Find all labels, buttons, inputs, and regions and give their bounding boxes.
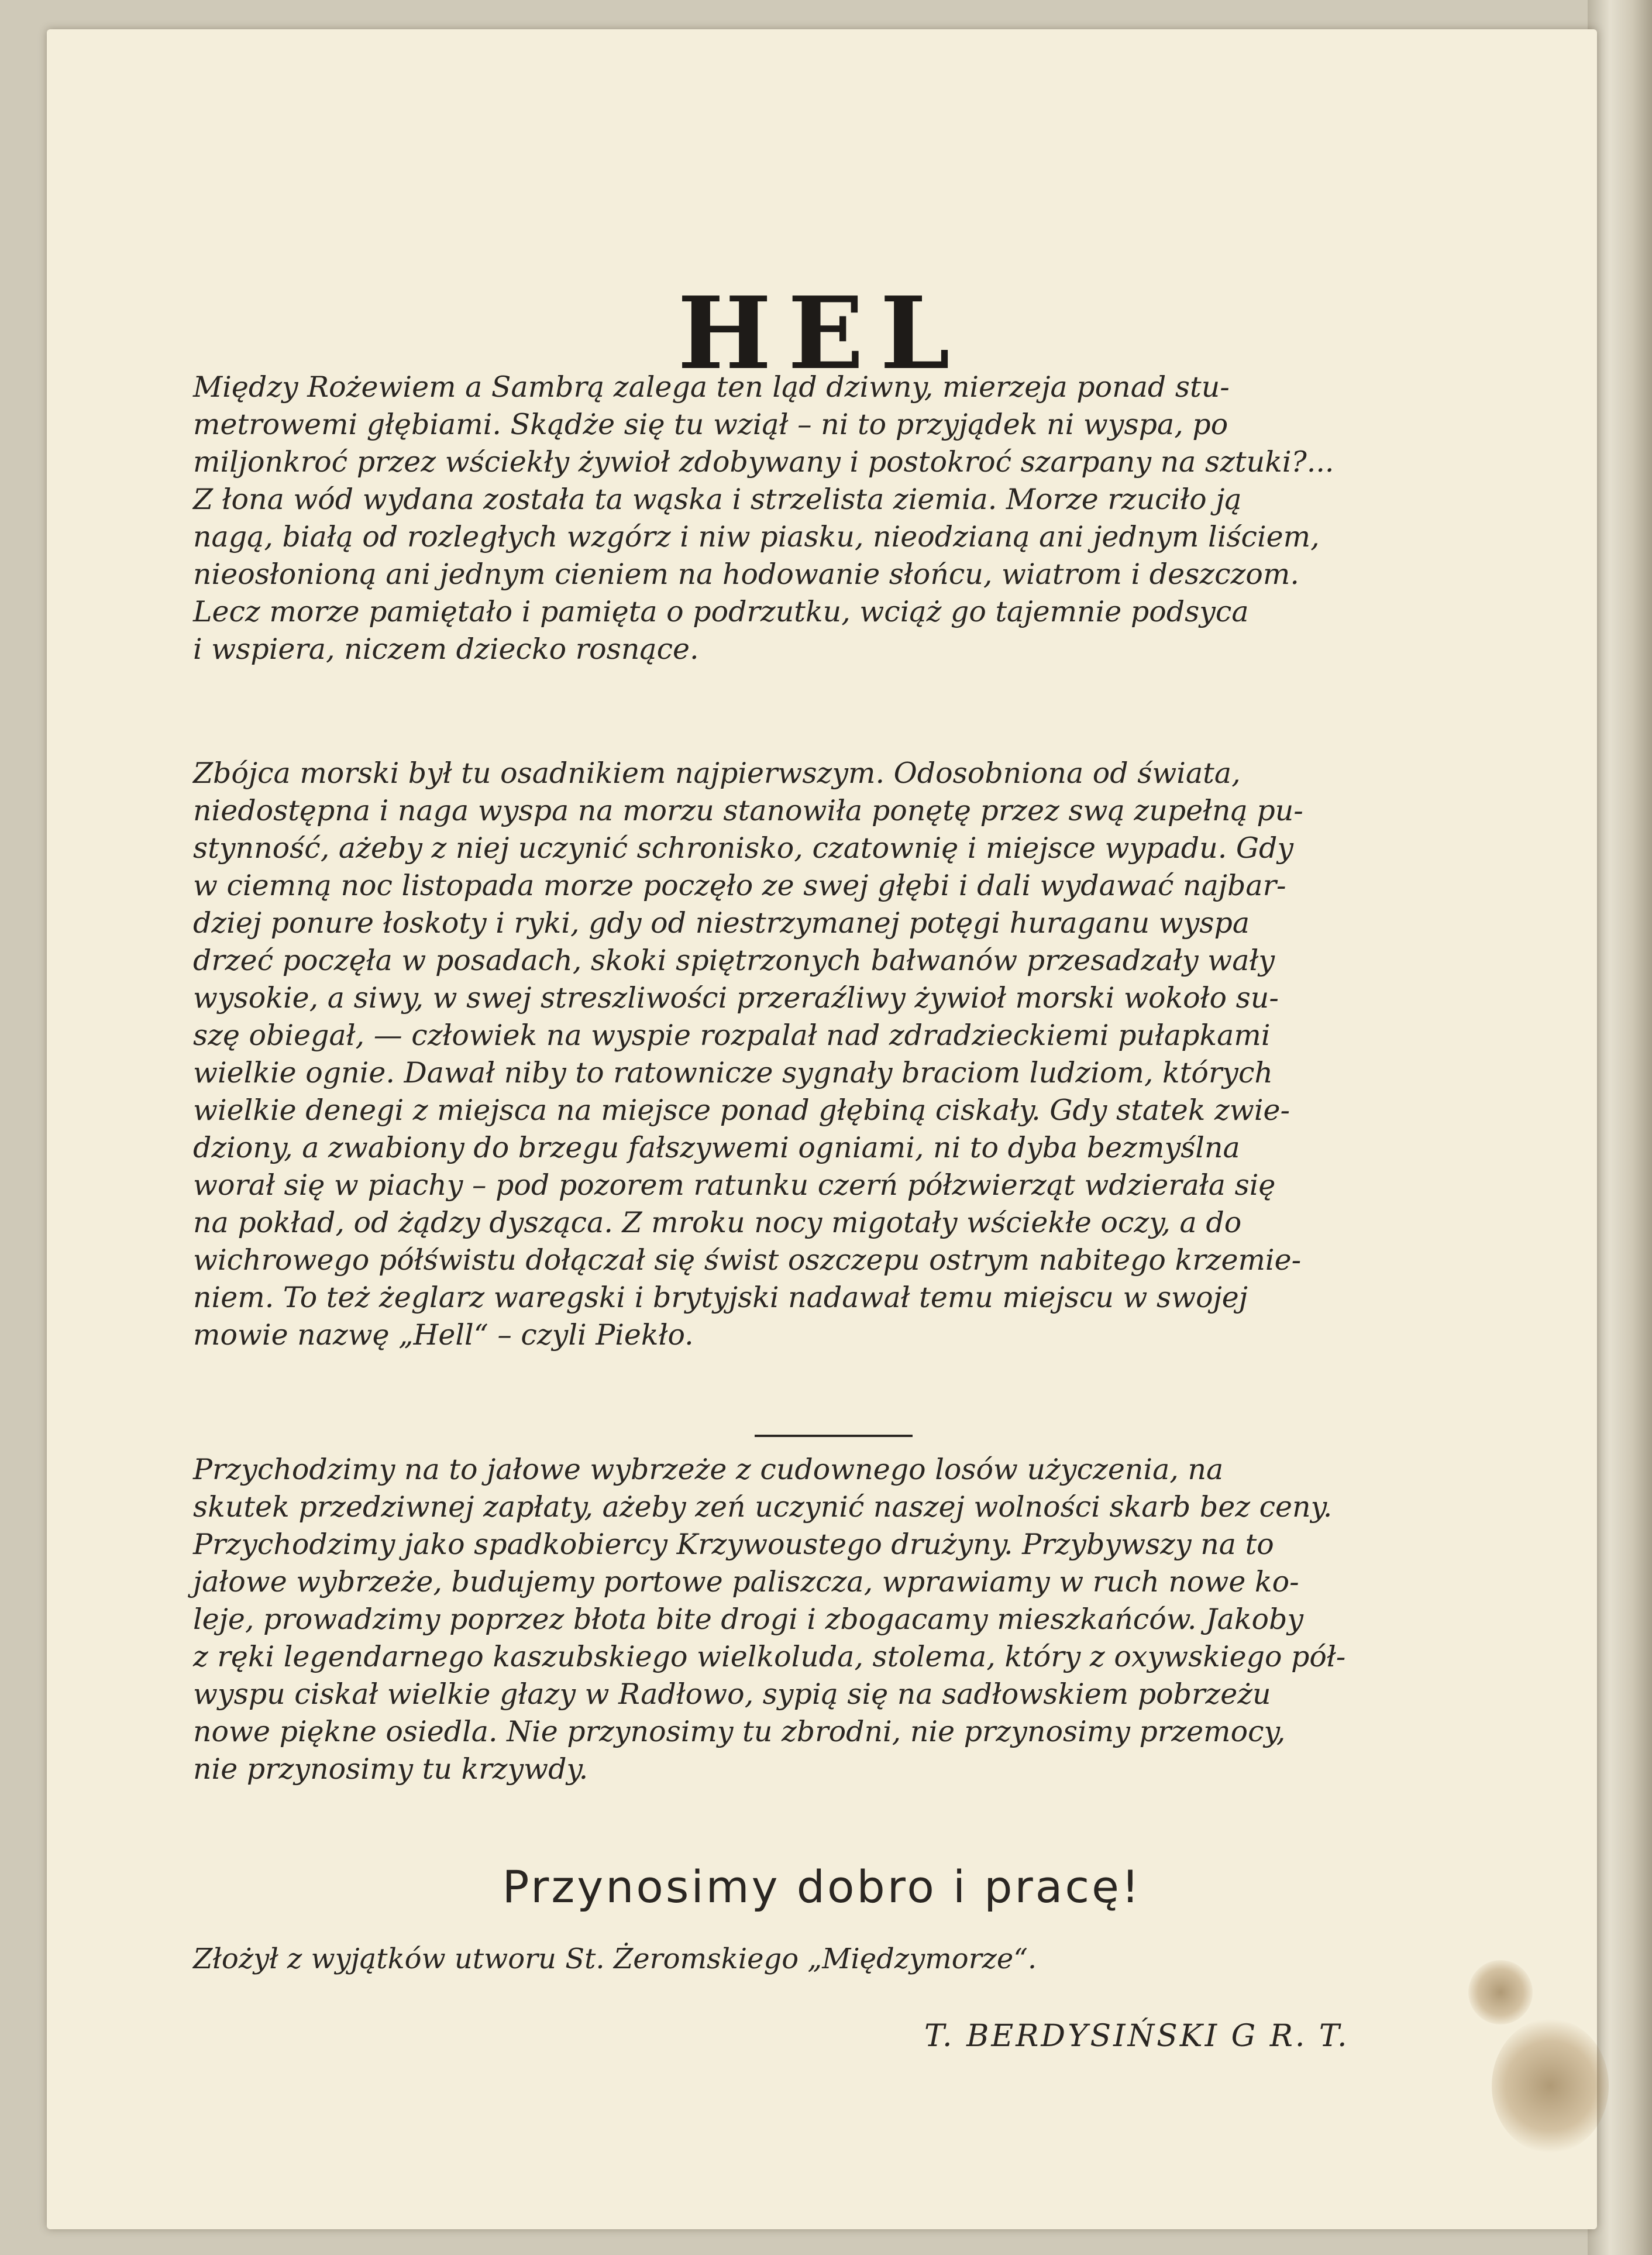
source-credit: Złożył z wyjątków utworu St. Żeromskiego „Międzymorze“. [193, 1943, 1037, 1975]
text-line: nowe piękne osiedla. Nie przynosimy tu zbrodni, nie przynosimy przemocy, [193, 1715, 1286, 1748]
text-line: wielkie ognie. Dawał niby to ratownicze sygnały braciom ludziom, których [193, 1056, 1273, 1089]
text-line: na pokład, od żądzy dysząca. Z mroku nocy migotały wściekłe oczy, a do [193, 1206, 1242, 1239]
text-line: worał się w piachy – pod pozorem ratunku czerń półzwierząt wdzierała się [193, 1168, 1276, 1202]
text-line: i wspiera, niczem dziecko rosnące. [193, 632, 699, 666]
text-line: stynność, ażeby z niej uczynić schronisko, czatownię i miejsce wypadu. Gdy [193, 831, 1294, 865]
stain-mark [1492, 2019, 1609, 2153]
binding-spine [1588, 0, 1652, 2255]
text-line: nie przynosimy tu krzywdy. [193, 1752, 588, 1786]
text-line: Przychodzimy na to jałowe wybrzeże z cudownego losów użyczenia, na [193, 1453, 1224, 1486]
text-line: nieosłonioną ani jednym cieniem na hodowanie słońcu, wiatrom i deszczom. [193, 558, 1299, 591]
text-line: drzeć poczęła w posadach, skoki spiętrzonych bałwanów przesadzały wały [193, 944, 1275, 977]
text-line: dziej ponure łoskoty i ryki, gdy od niestrzymanej potęgi huraganu wyspa [193, 906, 1250, 940]
text-line: skutek przedziwnej zapłaty, ażeby zeń uczynić naszej wolności skarb bez ceny. [193, 1490, 1333, 1524]
paragraph-3 [193, 1451, 1533, 1788]
text-line: mowie nazwę „Hell“ – czyli Piekło. [193, 1318, 694, 1352]
text-line: Między Rożewiem a Sambrą zalega ten ląd dziwny, mierzeja ponad stu- [193, 370, 1230, 404]
text-line: Przychodzimy jako spadkobiercy Krzywoustego drużyny. Przybywszy na to [193, 1528, 1274, 1561]
text-line: wyspu ciskał wielkie głazy w Radłowo, sypią się na sadłowskiem pobrzeżu [193, 1678, 1271, 1711]
text-line: z ręki legendarnego kaszubskiego wielkoluda, stolema, który z oxywskiego pół- [193, 1640, 1346, 1673]
page-title: HEL [677, 275, 966, 392]
text-line: wielkie denegi z miejsca na miejsce ponad głębiną ciskały. Gdy statek zwie- [193, 1094, 1290, 1127]
text-line: nagą, białą od rozległych wzgórz i niw piasku, nieodzianą ani jednym liściem, [193, 520, 1320, 554]
text-line: Lecz morze pamiętało i pamięta o podrzutku, wciąż go tajemnie podsyca [193, 595, 1249, 628]
text-line: dziony, a zwabiony do brzegu fałszywemi ogniami, ni to dyba bezmyślna [193, 1131, 1240, 1164]
text-line: szę obiegał, — człowiek na wyspie rozpalał nad zdradzieckiemi pułapkami [193, 1019, 1271, 1052]
text-line: wysokie, a siwy, w swej streszliwości przeraźliwy żywioł morski wokoło su- [193, 981, 1279, 1015]
text-line: leje, prowadzimy poprzez błota bite drogi i zbogacamy mieszkańców. Jakoby [193, 1603, 1304, 1636]
stain-mark [1468, 1960, 1533, 2024]
text-line: Zbójca morski był tu osadnikiem najpierwszym. Odosobniona od świata, [193, 757, 1241, 790]
text-line: metrowemi głębiami. Skądże się tu wziął – ni to przyjądek ni wyspa, po [193, 408, 1228, 441]
paragraph-1 [193, 369, 1533, 668]
text-line: niedostępna i naga wyspa na morzu stanowiła ponętę przez swą zupełną pu- [193, 794, 1303, 827]
text-line: jałowe wybrzeże, budujemy portowe paliszcza, wprawiamy w ruch nowe ko- [193, 1565, 1299, 1599]
text-line: niem. To też żeglarz waregski i brytyjski nadawał temu miejscu w swojej [193, 1281, 1248, 1314]
text-line: miljonkroć przez wściekły żywioł zdobywany i postokroć szarpany na sztuki?... [193, 445, 1334, 479]
paragraph-2 [193, 755, 1533, 1354]
text-line: wichrowego półświstu dołączał się świst oszczepu ostrym nabitego krzemie- [193, 1243, 1302, 1277]
section-divider [755, 1435, 913, 1437]
text-line: w ciemną noc listopada morze poczęło ze swej głębi i dali wydawać najbar- [193, 869, 1286, 902]
slogan-heading: Przynosimy dobro i pracę! [502, 1861, 1142, 1913]
author-signature: T. BERDYSIŃSKI G R. T. [924, 2019, 1350, 2054]
page-sheet [47, 29, 1597, 2229]
text-line: Z łona wód wydana została ta wąska i strzelista ziemia. Morze rzuciło ją [193, 483, 1242, 516]
